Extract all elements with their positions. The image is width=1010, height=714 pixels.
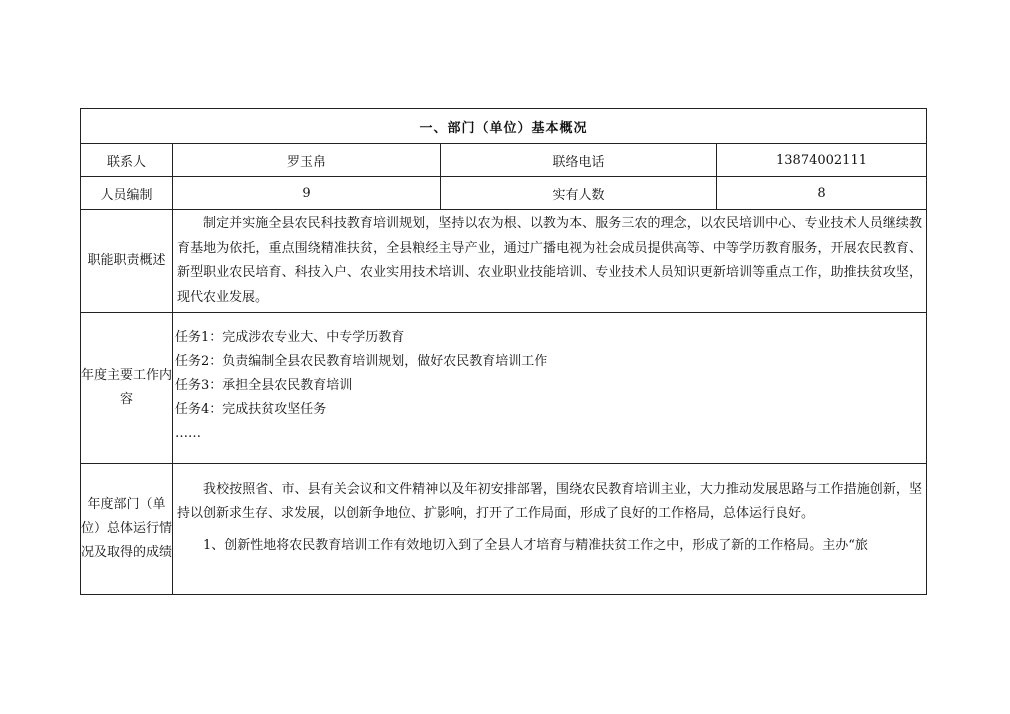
annual-work-cell — [173, 313, 927, 464]
task-list — [173, 322, 926, 454]
duties-label: 职能职责概述 — [81, 210, 173, 313]
performance-paragraph: 我校按照省、市、县有关会议和文件精神以及年初安排部署，围绕农民教育培训主业，大力推动发展思路与工作措施创新，坚持以创新求生存、求发展，以创新争地位、扩影响，打开了工作局面，形成了良好的工作格局，总体运行良好。 — [177, 482, 923, 521]
phone-label: 联络电话 — [441, 144, 717, 177]
duties-cell — [173, 210, 927, 313]
overview-table — [80, 108, 927, 595]
performance-cell — [173, 464, 927, 595]
actual-staff-value: 8 — [717, 177, 927, 210]
task-ellipsis: …… — [175, 426, 201, 441]
contact-value: 罗玉帛 — [173, 144, 441, 177]
contact-label: 联系人 — [81, 144, 173, 177]
task-item: 任务4：完成扶贫攻坚任务 — [175, 402, 327, 417]
task-item: 任务3：承担全县农民教育培训 — [175, 378, 353, 393]
duties-text: 制定并实施全县农民科技教育培训规划，坚持以农为根、以教为本、服务三农的理念，以农民培训中心、专业技术人员继续教育基地为依托，重点围绕精准扶贫，全县粮经主导产业，通过广播电视为社会成员提供高等、中等学历教育服务，开展农民教育、新型职业农民培育、科技入户、农业实用技术培训、农业职业技能培训、专业技术人员知识更新培训等重点工作，助推扶贫攻坚，现代农业发展。 — [177, 216, 923, 305]
section-title: 一、部门（单位）基本概况 — [81, 109, 927, 144]
actual-staff-label: 实有人数 — [441, 177, 717, 210]
performance-text — [173, 464, 926, 558]
staff-quota-label: 人员编制 — [81, 177, 173, 210]
task-item: 任务2：负责编制全县农民教育培训规划，做好农民教育培训工作 — [175, 354, 548, 369]
performance-paragraph: 1、创新性地将农民教育培训工作有效地切入到了全县人才培育与精准扶贫工作之中，形成了新的工作格局。主办“旅 — [203, 538, 868, 553]
task-item: 任务1：完成涉农专业大、中专学历教育 — [175, 330, 405, 345]
phone-value: 13874002111 — [717, 144, 927, 177]
performance-label: 年度部门（单位）总体运行情况及取得的成绩 — [81, 464, 173, 595]
staff-quota-value: 9 — [173, 177, 441, 210]
annual-work-label: 年度主要工作内容 — [81, 313, 173, 464]
